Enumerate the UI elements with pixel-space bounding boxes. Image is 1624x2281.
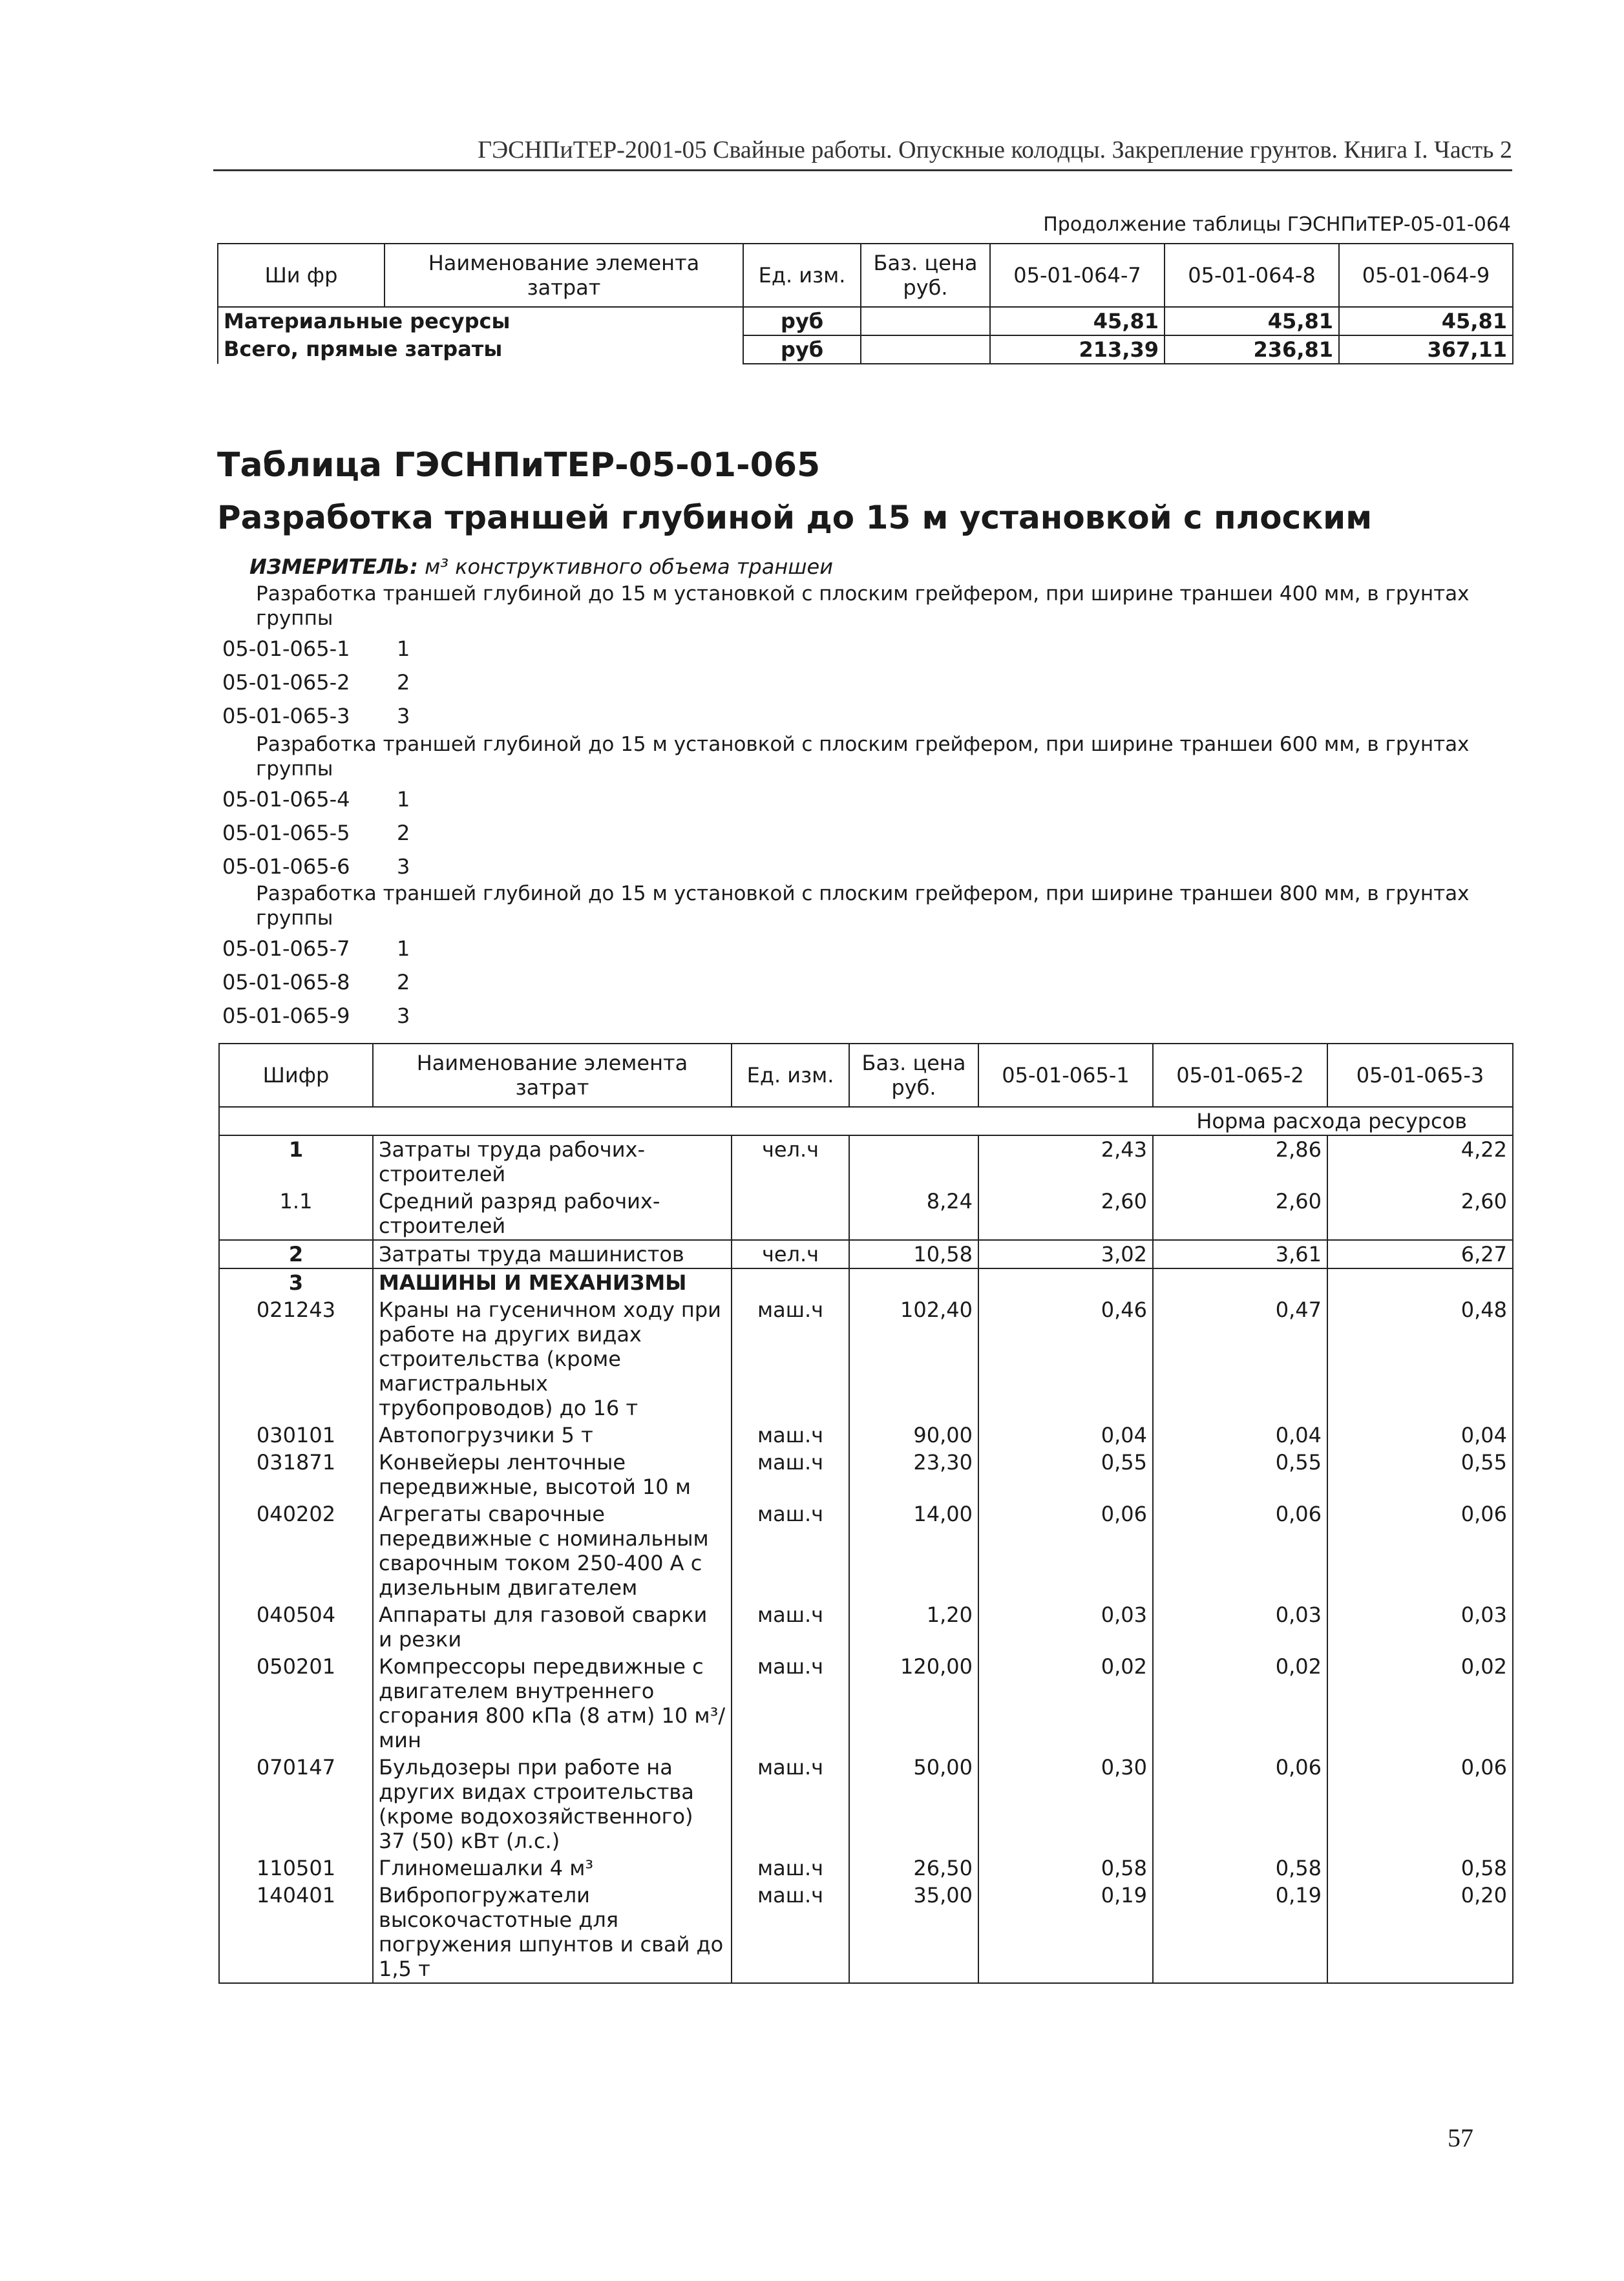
- row-value: 0,55: [1327, 1449, 1513, 1500]
- row-value: 0,55: [1153, 1449, 1327, 1500]
- row-value: 0,06: [1327, 1500, 1513, 1601]
- row-value: 0,06: [978, 1500, 1153, 1601]
- soil-group: 1: [397, 936, 410, 961]
- soil-group: 1: [397, 636, 410, 661]
- col-header: Шифр: [219, 1044, 373, 1107]
- table-row: [219, 1268, 1513, 1296]
- row-value: 6,27: [1327, 1240, 1513, 1268]
- row-name: Аппараты для газовой сварки и резки: [373, 1601, 732, 1653]
- running-header: ГЭСНПиТЕР-2001-05 Свайные работы. Опускные колодцы. Закрепление грунтов. Книга I. Часть 2: [478, 136, 1512, 163]
- soil-group: 1: [397, 787, 410, 812]
- previous-table-header: [218, 244, 1513, 307]
- row-name: Затраты труда машинистов: [373, 1240, 732, 1268]
- row-code: 140401: [219, 1882, 373, 1983]
- row-value: 0,20: [1327, 1882, 1513, 1983]
- row-name: Бульдозеры при работе на других видах строительства (кроме водохозяйственного) 37 (50) кВт (л.с.): [373, 1754, 732, 1855]
- code-row: [222, 854, 410, 879]
- row-value: 45,81: [1165, 307, 1339, 335]
- row-value: [1153, 1268, 1327, 1296]
- soil-group: 2: [397, 670, 410, 695]
- code-row: [222, 636, 410, 661]
- row-price: [849, 1268, 978, 1296]
- code-row: [222, 936, 410, 961]
- row-name: Затраты труда рабочих-строителей: [373, 1135, 732, 1188]
- row-code: 070147: [219, 1754, 373, 1855]
- row-price: 35,00: [849, 1882, 978, 1983]
- row-unit: [732, 1268, 849, 1296]
- row-value: 3,02: [978, 1240, 1153, 1268]
- row-code: 040202: [219, 1500, 373, 1601]
- code: 05-01-065-6: [222, 854, 350, 879]
- previous-table: [217, 243, 1513, 364]
- table-name: Разработка траншей глубиной до 15 м установкой с плоским: [217, 499, 1373, 536]
- table-row: [219, 1601, 1513, 1653]
- col-header: Ед. изм.: [743, 244, 861, 307]
- row-value: 0,48: [1327, 1296, 1513, 1422]
- row-name: Автопогрузчики 5 т: [373, 1422, 732, 1449]
- row-value: 367,11: [1339, 335, 1513, 364]
- code: 05-01-065-2: [222, 670, 350, 695]
- row-value: 0,04: [1153, 1422, 1327, 1449]
- col-header: 05-01-065-3: [1327, 1044, 1513, 1107]
- soil-group: 3: [397, 1004, 410, 1028]
- row-value: 236,81: [1165, 335, 1339, 364]
- row-value: 213,39: [990, 335, 1165, 364]
- code: 05-01-065-4: [222, 787, 350, 812]
- row-unit: маш.ч: [732, 1855, 849, 1882]
- row-price: 102,40: [849, 1296, 978, 1422]
- row-value: 0,04: [978, 1422, 1153, 1449]
- norm-label: Норма расхода ресурсов: [219, 1107, 1513, 1135]
- table-row: [218, 335, 1513, 364]
- code: 05-01-065-3: [222, 704, 350, 728]
- row-price: 50,00: [849, 1754, 978, 1855]
- row-value: 0,30: [978, 1754, 1153, 1855]
- soil-group: 3: [397, 854, 410, 879]
- row-name: Глиномешалки 4 м³: [373, 1855, 732, 1882]
- row-unit: маш.ч: [732, 1422, 849, 1449]
- row-value: 45,81: [990, 307, 1165, 335]
- code-row: [222, 670, 410, 695]
- table-number: Таблица ГЭСНПиТЕР-05-01-065: [217, 446, 821, 485]
- col-header: 05-01-065-1: [978, 1044, 1153, 1107]
- row-name: Конвейеры ленточные передвижные, высотой 10 м: [373, 1449, 732, 1500]
- row-value: 0,06: [1153, 1500, 1327, 1601]
- soil-group: 3: [397, 704, 410, 728]
- continuation-note: Продолжение таблицы ГЭСНПиТЕР-05-01-064: [1043, 213, 1511, 236]
- table-row: [219, 1882, 1513, 1983]
- row-value: 0,19: [978, 1882, 1153, 1983]
- soil-group: 2: [397, 970, 410, 994]
- row-name: Краны на гусеничном ходу при работе на других видах строительства (кроме магистральных трубопроводов) до 16 т: [373, 1296, 732, 1422]
- row-name: Всего, прямые затраты: [218, 335, 743, 364]
- row-name: Компрессоры передвижные с двигателем внутреннего сгорания 800 кПа (8 атм) 10 м³/мин: [373, 1653, 732, 1754]
- table-row: [219, 1754, 1513, 1855]
- row-value: 0,55: [978, 1449, 1153, 1500]
- row-price: 10,58: [849, 1240, 978, 1268]
- row-value: 0,02: [978, 1653, 1153, 1754]
- code: 05-01-065-8: [222, 970, 350, 994]
- resource-table: [218, 1043, 1513, 1984]
- table-row: [219, 1296, 1513, 1422]
- row-unit: чел.ч: [732, 1240, 849, 1268]
- row-value: 2,60: [1153, 1188, 1327, 1240]
- row-unit: маш.ч: [732, 1653, 849, 1754]
- meter-text: м³ конструктивного объема траншеи: [425, 554, 833, 579]
- row-name: Вибропогружатели высокочастотные для погружения шпунтов и свай до 1,5 т: [373, 1882, 732, 1983]
- table-row: [219, 1422, 1513, 1449]
- code: 05-01-065-7: [222, 936, 350, 961]
- row-name: Агрегаты сварочные передвижные с номинальным сварочным током 250-400 А с дизельным двигателем: [373, 1500, 732, 1601]
- row-name: Материальные ресурсы: [218, 307, 743, 335]
- group-description: Разработка траншей глубиной до 15 м установкой с плоским грейфером, при ширине траншеи 600 мм, в грунтах группы: [256, 733, 1470, 781]
- row-value: 0,03: [978, 1601, 1153, 1653]
- resource-rows: [219, 1135, 1513, 1983]
- row-value: 2,86: [1153, 1135, 1327, 1188]
- row-value: [978, 1268, 1153, 1296]
- row-value: 45,81: [1339, 307, 1513, 335]
- row-price: 23,30: [849, 1449, 978, 1500]
- row-value: 0,58: [1153, 1855, 1327, 1882]
- col-header: Ед. изм.: [732, 1044, 849, 1107]
- col-header: Наименование элемента затрат: [373, 1044, 732, 1107]
- row-value: 0,02: [1327, 1653, 1513, 1754]
- row-price: 120,00: [849, 1653, 978, 1754]
- row-unit: маш.ч: [732, 1754, 849, 1855]
- table-row: [219, 1188, 1513, 1240]
- norm-row: [219, 1107, 1513, 1135]
- row-price: [861, 335, 990, 364]
- row-unit: маш.ч: [732, 1449, 849, 1500]
- col-header: 05-01-064-8: [1165, 244, 1339, 307]
- row-price: 8,24: [849, 1188, 978, 1240]
- row-price: 26,50: [849, 1855, 978, 1882]
- measurement-line: [249, 554, 833, 579]
- row-value: 2,43: [978, 1135, 1153, 1188]
- row-unit: маш.ч: [732, 1500, 849, 1601]
- meter-label: ИЗМЕРИТЕЛЬ:: [249, 554, 418, 579]
- row-unit: руб: [743, 307, 861, 335]
- col-header: 05-01-065-2: [1153, 1044, 1327, 1107]
- group-description: Разработка траншей глубиной до 15 м установкой с плоским грейфером, при ширине траншеи 400 мм, в грунтах группы: [256, 582, 1470, 630]
- table-row: [219, 1500, 1513, 1601]
- row-value: 0,03: [1153, 1601, 1327, 1653]
- col-header: 05-01-064-7: [990, 244, 1165, 307]
- row-value: 0,03: [1327, 1601, 1513, 1653]
- row-value: 0,06: [1327, 1754, 1513, 1855]
- row-unit: чел.ч: [732, 1135, 849, 1188]
- table-row: [219, 1135, 1513, 1188]
- row-price: [861, 307, 990, 335]
- group-description: Разработка траншей глубиной до 15 м установкой с плоским грейфером, при ширине траншеи 800 мм, в грунтах группы: [256, 882, 1470, 930]
- row-value: [1327, 1268, 1513, 1296]
- col-header: Ши фр: [218, 244, 385, 307]
- row-value: 0,04: [1327, 1422, 1513, 1449]
- row-code: 2: [219, 1240, 373, 1268]
- col-header: Баз. цена руб.: [861, 244, 990, 307]
- row-unit: маш.ч: [732, 1882, 849, 1983]
- code-row: [222, 704, 410, 728]
- row-code: 1.1: [219, 1188, 373, 1240]
- row-code: 040504: [219, 1601, 373, 1653]
- row-unit: маш.ч: [732, 1296, 849, 1422]
- page-number: 57: [1448, 2123, 1473, 2152]
- row-price: [849, 1135, 978, 1188]
- soil-group: 2: [397, 821, 410, 845]
- row-unit: руб: [743, 335, 861, 364]
- table-row: [219, 1653, 1513, 1754]
- header-rule: [213, 169, 1512, 171]
- row-unit: маш.ч: [732, 1601, 849, 1653]
- code: 05-01-065-1: [222, 636, 350, 661]
- row-code: 031871: [219, 1449, 373, 1500]
- row-name: Средний разряд рабочих-строителей: [373, 1188, 732, 1240]
- code: 05-01-065-5: [222, 821, 350, 845]
- row-unit: [732, 1188, 849, 1240]
- row-code: 110501: [219, 1855, 373, 1882]
- row-value: 3,61: [1153, 1240, 1327, 1268]
- row-value: 4,22: [1327, 1135, 1513, 1188]
- code-row: [222, 821, 410, 845]
- row-price: 90,00: [849, 1422, 978, 1449]
- row-value: 0,58: [1327, 1855, 1513, 1882]
- row-code: 050201: [219, 1653, 373, 1754]
- col-header: Наименование элемента затрат: [385, 244, 743, 307]
- row-value: 2,60: [1327, 1188, 1513, 1240]
- row-value: 0,06: [1153, 1754, 1327, 1855]
- code-row: [222, 1004, 410, 1028]
- row-name: МАШИНЫ И МЕХАНИЗМЫ: [373, 1268, 732, 1296]
- table-row: [218, 307, 1513, 335]
- row-price: 14,00: [849, 1500, 978, 1601]
- row-price: 1,20: [849, 1601, 978, 1653]
- row-value: 0,02: [1153, 1653, 1327, 1754]
- row-code: 3: [219, 1268, 373, 1296]
- row-value: 2,60: [978, 1188, 1153, 1240]
- row-code: 030101: [219, 1422, 373, 1449]
- code: 05-01-065-9: [222, 1004, 350, 1028]
- table-row: [219, 1449, 1513, 1500]
- row-value: 0,58: [978, 1855, 1153, 1882]
- resource-table-header: [219, 1044, 1513, 1107]
- table-row: [219, 1855, 1513, 1882]
- table-row: [219, 1240, 1513, 1268]
- row-value: 0,19: [1153, 1882, 1327, 1983]
- col-header: 05-01-064-9: [1339, 244, 1513, 307]
- row-code: 021243: [219, 1296, 373, 1422]
- row-code: 1: [219, 1135, 373, 1188]
- row-value: 0,47: [1153, 1296, 1327, 1422]
- code-row: [222, 970, 410, 994]
- col-header: Баз. цена руб.: [849, 1044, 978, 1107]
- row-value: 0,46: [978, 1296, 1153, 1422]
- code-row: [222, 787, 410, 812]
